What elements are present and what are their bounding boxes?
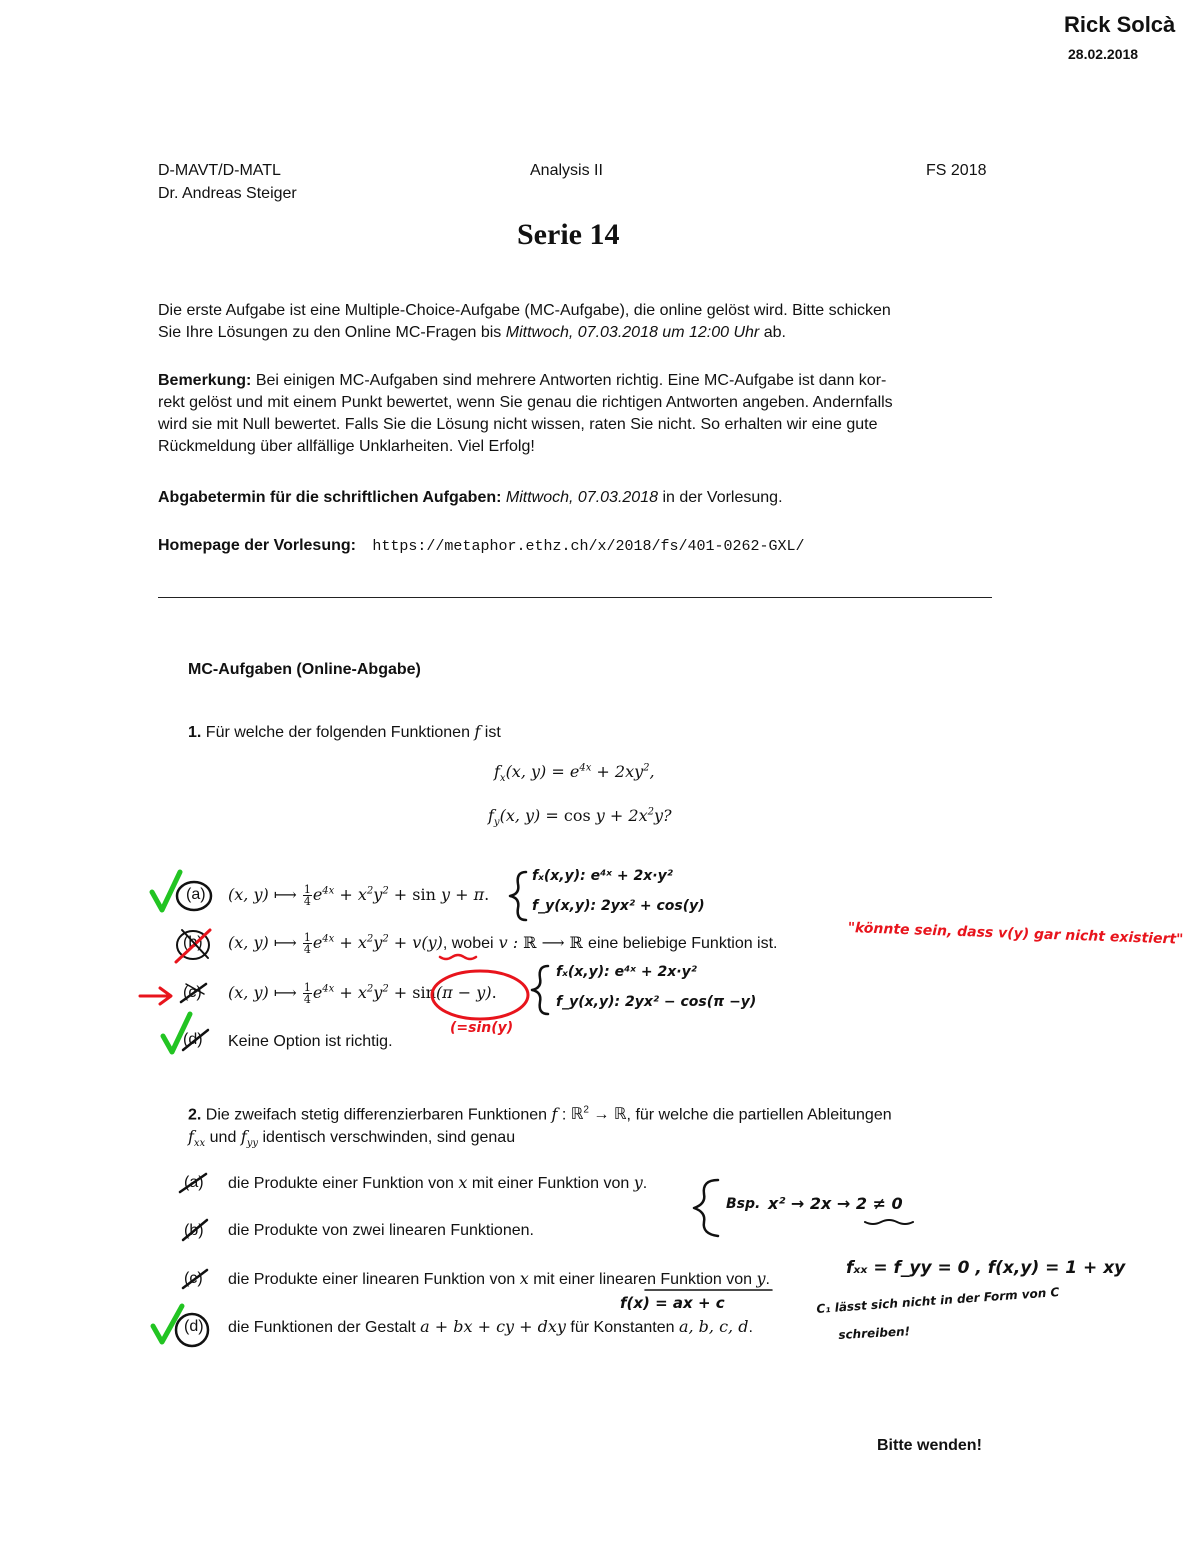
q1-a-brace	[510, 872, 526, 920]
section-title: MC-Aufgaben (Online-Abgabe)	[188, 661, 421, 678]
note-q2-remark-2: schreiben!	[838, 1324, 911, 1342]
q1-c-red-circle	[432, 971, 528, 1019]
q2-option-a: die Produkte einer Funktion von x mit einer Funktion von y.	[228, 1173, 648, 1192]
q1-option-a-label[interactable]: (a)	[186, 886, 206, 903]
remark-label: Bemerkung:	[158, 372, 252, 389]
q1-option-d: Keine Option ist richtig.	[228, 1033, 393, 1050]
course: Analysis II	[530, 162, 603, 179]
note-q2-chain: x² → 2x → 2 ≠ 0	[768, 1194, 903, 1213]
q1-option-c-label[interactable]: (c)	[183, 984, 202, 1001]
q1-a-circle	[177, 882, 211, 910]
please-turn-over: Bitte wenden!	[877, 1437, 982, 1454]
note-q2-f: fₓₓ = f_yy = 0 , f(x,y) = 1 + xy	[846, 1258, 1126, 1278]
q2-option-b-label[interactable]: (b)	[184, 1222, 204, 1239]
note-q2-linear: f(x) = ax + c	[620, 1294, 725, 1312]
q2-option-b: die Produkte von zwei linearen Funktionen.	[228, 1222, 534, 1239]
q1-option-b: (x, y) ⟼ $\frac{1}{4}$ $e^{4x} + x^2y^2 + v(y)$, wobei v : ℝ ⟶ ℝ eine beliebige Funktion ist.	[228, 931, 778, 956]
note-q1-c-fy: f_y(x,y): 2yx² − cos(π −y)	[556, 994, 757, 1010]
due-date-line: Abgabetermin für die schriftlichen Aufgaben: Mittwoch, 07.03.2018 in der Vorlesung.	[158, 489, 783, 506]
q2-option-c: die Produkte einer linearen Funktion von x mit einer linearen Funktion von y.	[228, 1269, 770, 1288]
q1-c-arrow	[140, 988, 171, 1004]
page-title: Serie 14	[517, 218, 620, 251]
online-deadline: Mittwoch, 07.03.2018 um 12:00 Uhr	[505, 324, 760, 341]
q1-c-brace	[532, 966, 548, 1014]
student-name: Rick Solcà	[1064, 12, 1176, 37]
q2-option-c-label[interactable]: (c)	[184, 1270, 203, 1287]
intro-line-1: Die erste Aufgabe ist eine Multiple-Choice-Aufgabe (MC-Aufgabe), die online gelöst wird. Bitte schicken	[158, 302, 891, 319]
q1-option-a: (x, y) ⟼ $\frac{1}{4}$ $e^{4x} + x^2y^2 + \sin y + \pi$.	[228, 883, 490, 908]
q1-equation-fx: $f_x(x$, $y) = e^{4x} + 2xy^2$,	[494, 762, 655, 785]
q1-option-d-label[interactable]: (d)	[183, 1031, 203, 1048]
q1-option-c: (x, y) ⟼ $\frac{1}{4}$ $e^{4x} + x^2y^2 + \sin(\pi - y)$.	[228, 981, 497, 1006]
intro-line-2: Sie Ihre Lösungen zu den Online MC-Fragen bis Mittwoch, 07.03.2018 um 12:00 Uhr ab.	[158, 324, 786, 341]
department: D-MAVT/D-MATL	[158, 162, 281, 179]
q2-option-d-label[interactable]: (d)	[184, 1318, 204, 1335]
homepage-label: Homepage der Vorlesung:	[158, 537, 356, 554]
semester: FS 2018	[926, 162, 987, 179]
q1-option-b-label[interactable]: (b)	[183, 934, 203, 951]
remark-paragraph: Bemerkung: Bei einigen MC-Aufgaben sind mehrere Antworten richtig. Eine MC-Aufgabe ist dann kor- rekt gelöst und mit einem Punkt bewertet, wenn Sie genau die richtigen Antworten angeben. Andernfalls wird sie mit Null bewertet. Falls Sie die Lösung nicht wissen, raten Sie nicht. So erhalten wir eine gute Rückmeldung über allfällige Unklarheiten. Viel Erfolg!	[158, 372, 893, 455]
q2-brace	[694, 1180, 718, 1236]
q1-b-underline	[440, 955, 476, 959]
q2-option-a-label[interactable]: (a)	[184, 1174, 204, 1191]
note-q1-a-fx: fₓ(x,y): e⁴ˣ + 2x·y²	[532, 868, 673, 884]
q2-prompt: 2. Die zweifach stetig differenzierbaren Funktionen f : ℝ$^2$ → ℝ, für welche die partiellen Ableitungen $f_{xx}$ und $f_{yy}$ identisch verschwinden, sind genau	[188, 1104, 892, 1150]
homepage-link[interactable]: https://metaphor.ethz.ch/x/2018/fs/401-0262-GXL/	[372, 538, 805, 555]
note-q1-c-fx: fₓ(x,y): e⁴ˣ + 2x·y²	[556, 964, 697, 980]
note-q1-a-fy: f_y(x,y): 2yx² + cos(y)	[532, 898, 705, 914]
q2-option-d: die Funktionen der Gestalt a + bx + cy + dxy für Konstanten a, b, c, d.	[228, 1317, 753, 1336]
submission-date: 28.02.2018	[1068, 46, 1139, 62]
q1-prompt: 1. Für welche der folgenden Funktionen f ist	[188, 722, 501, 741]
note-q2-remark-1: C₁ lässt sich nicht in der Form von C	[816, 1285, 1060, 1316]
note-q2-bsp: Bsp.	[726, 1196, 761, 1212]
q1-equation-fy: $f_y(x$, $y) = \cos y + 2x^2y$?	[488, 806, 672, 829]
q2-d-circle	[176, 1314, 208, 1346]
note-q1-b: "könnte sein, dass v(y) gar nicht existiert"	[847, 920, 1184, 948]
note-q1-c-sin: (=sin(y)	[450, 1020, 514, 1036]
lecturer: Dr. Andreas Steiger	[158, 185, 297, 202]
q1-a-check	[152, 872, 180, 910]
